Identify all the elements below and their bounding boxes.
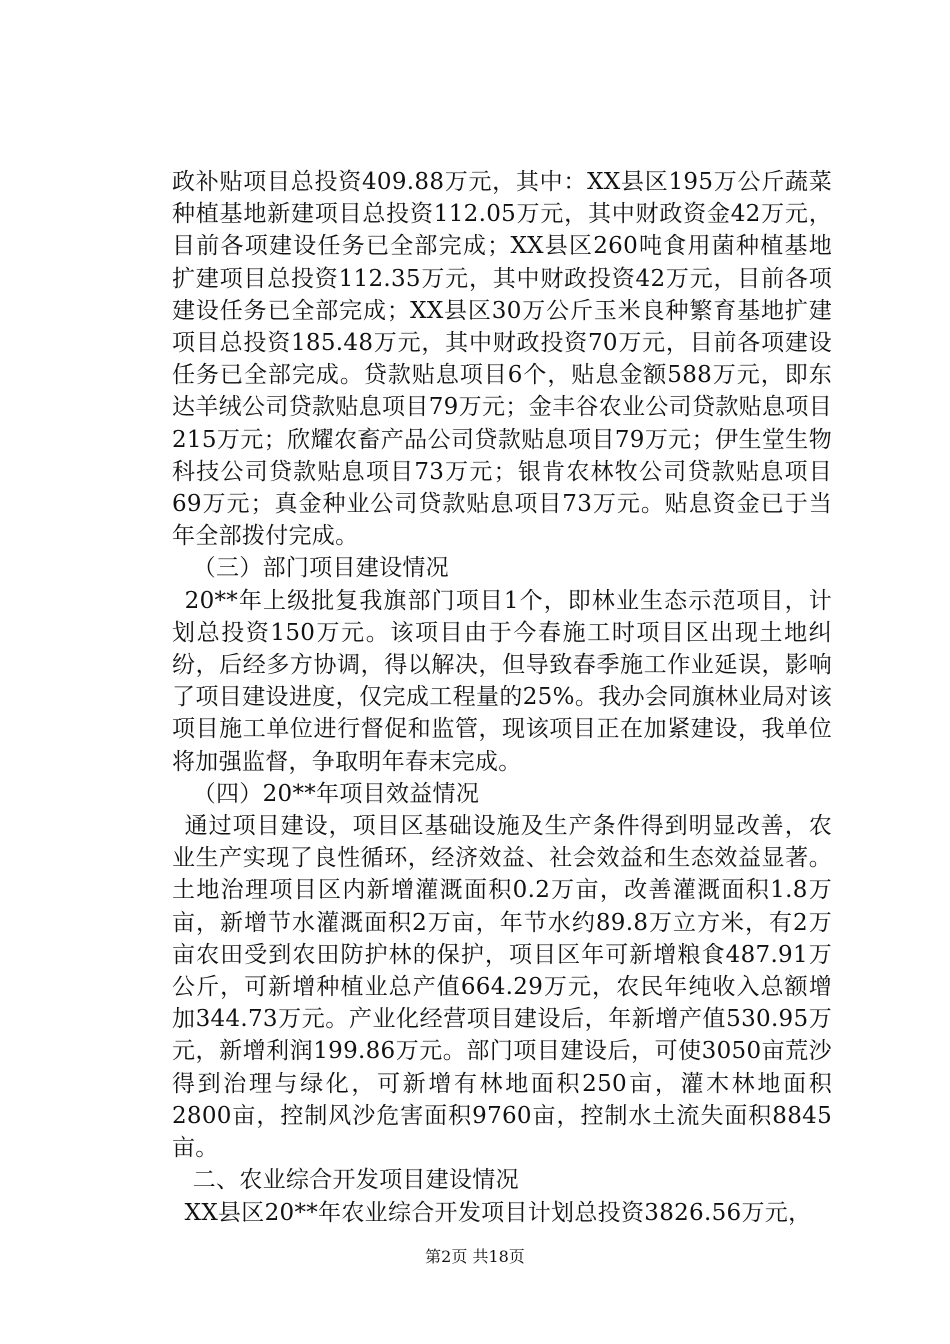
document-body — [172, 166, 832, 1229]
paragraph-project-benefits: 通过项目建设，项目区基础设施及生产条件得到明显改善，农业生产实现了良性循环，经济效益、社会效益和生态效益显著。土地治理项目区内新增灌溉面积0.2万亩，改善灌溉面积1.8万亩，新增节水灌溉面积2万亩，年节水约89.8万立方米，有2万亩农田受到农田防护林的保护，项目区年可新增粮食487.91万公斤，可新增种植业总产值664.29万元，农民年纯收入总额增加344.73万元。产业化经营项目建设后，年新增产值530.95万元，新增利润199.86万元。部门项目建设后，可使3050亩荒沙得到治理与绿化，可新增有林地面积250亩，灌木林地面积2800亩，控制风沙危害面积9760亩，控制水土流失面积8845亩。 — [172, 813, 832, 1162]
page-number-footer: 第2页 共18页 — [425, 1247, 525, 1266]
paragraph-section-two-intro: XX县区20**年农业综合开发项目计划总投资3826.56万元， — [184, 1199, 812, 1226]
heading-section-two: 二、农业综合开发项目建设情况 — [192, 1167, 519, 1194]
heading-department-projects: （三）部门项目建设情况 — [192, 555, 449, 582]
heading-project-benefits: （四）20**年项目效益情况 — [192, 780, 480, 807]
paragraph-subsidy-projects: 政补贴项目总投资409.88万元，其中：XX县区195万公斤蔬菜种植基地新建项目总投资112.05万元，其中财政资金42万元，目前各项建设任务已全部完成；XX县区260吨食用菌种植基地扩建项目总投资112.35万元，其中财政投资42万元，目前各项建设任务已全部完成；XX县区30万公斤玉米良种繁育基地扩建项目总投资185.48万元，其中财政投资70万元，目前各项建设任务已全部完成。贷款贴息项目6个，贴息金额588万元，即东达羊绒公司贷款贴息项目79万元；金丰谷农业公司贷款贴息项目215万元；欣耀农畜产品公司贷款贴息项目79万元；伊生堂生物科技公司贷款贴息项目73万元；银肯农林牧公司贷款贴息项目69万元；真金种业公司贷款贴息项目73万元。贴息资金已于当年全部拨付完成。 — [172, 169, 832, 550]
paragraph-department-projects: 20**年上级批复我旗部门项目1个，即林业生态示范项目，计划总投资150万元。该项目由于今春施工时项目区出现土地纠纷，后经多方协调，得以解决，但导致春季施工作业延误，影响了项目建设进度，仅完成工程量的25%。我办会同旗林业局对该项目施工单位进行督促和监管，现该项目正在加紧建设，我单位将加强监督，争取明年春末完成。 — [172, 587, 832, 775]
